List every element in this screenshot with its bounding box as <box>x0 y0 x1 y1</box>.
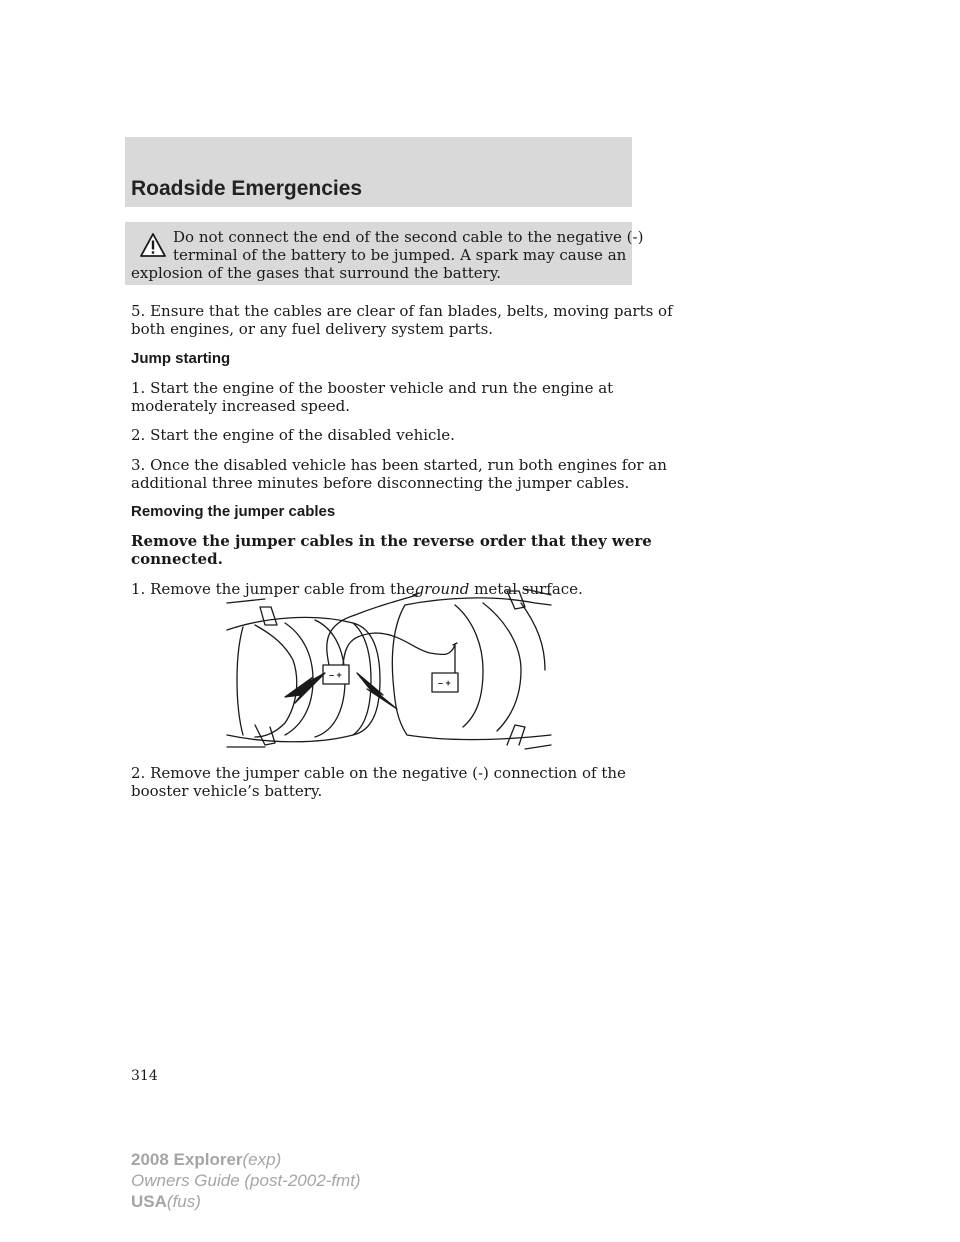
page-number: 314 <box>131 1068 158 1084</box>
footer-market-code: (fus) <box>166 1192 201 1211</box>
removing-cables-heading: Removing the jumper cables <box>131 503 336 520</box>
warning-text-line: Do not connect the end of the second cable to the negative (-) <box>173 228 644 246</box>
footer-model: 2008 Explorer <box>131 1150 243 1169</box>
battery-terminal-label: – + <box>438 678 451 688</box>
warning-triangle-icon <box>140 233 166 257</box>
footer-market: USA <box>131 1192 167 1211</box>
footer-model-code: (exp) <box>242 1150 282 1169</box>
jump-step-2: 2. Start the engine of the disabled vehicle. <box>131 426 455 444</box>
footer-line-1 <box>131 1149 361 1170</box>
remove-order-note: Remove the jumper cables in the reverse order that they were <box>131 532 652 550</box>
jump-step-3: additional three minutes before disconnecting the jumper cables. <box>131 474 630 492</box>
jump-starting-heading: Jump starting <box>131 350 231 367</box>
footer <box>131 1149 361 1212</box>
disabled-vehicle-drawing <box>392 589 551 749</box>
warning-text-line: terminal of the battery to be jumped. A spark may cause an <box>173 246 627 264</box>
warning-text-line: explosion of the gases that surround the battery. <box>131 264 502 282</box>
remove-step-2: 2. Remove the jumper cable on the negative (-) connection of the <box>131 764 626 782</box>
disabled-battery <box>432 673 458 692</box>
remove-step-1-emphasis: ground <box>414 580 470 598</box>
booster-battery <box>323 665 349 684</box>
step-5-text: 5. Ensure that the cables are clear of fan blades, belts, moving parts of <box>131 302 673 320</box>
jump-step-1: 1. Start the engine of the booster vehicle and run the engine at <box>131 379 614 397</box>
battery-terminal-label: – + <box>329 670 342 680</box>
footer-line-3 <box>131 1191 361 1212</box>
remove-step-1-text: 1. Remove the jumper cable from the <box>131 580 415 598</box>
remove-order-note: connected. <box>131 550 223 568</box>
jump-step-3: 3. Once the disabled vehicle has been started, run both engines for an <box>131 456 667 474</box>
footer-line-2: Owners Guide (post-2002-fmt) <box>131 1171 361 1190</box>
jump-step-1: moderately increased speed. <box>131 397 351 415</box>
remove-step-2: booster vehicle’s battery. <box>131 782 323 800</box>
page-title: Roadside Emergencies <box>131 177 363 200</box>
spark-bolt-left <box>285 673 325 703</box>
step-5-text: both engines, or any fuel delivery system parts. <box>131 320 494 338</box>
jumper-cable-illustration <box>225 585 555 750</box>
remove-step-1-text: metal surface. <box>474 580 583 598</box>
spark-bolt-right <box>357 673 397 709</box>
